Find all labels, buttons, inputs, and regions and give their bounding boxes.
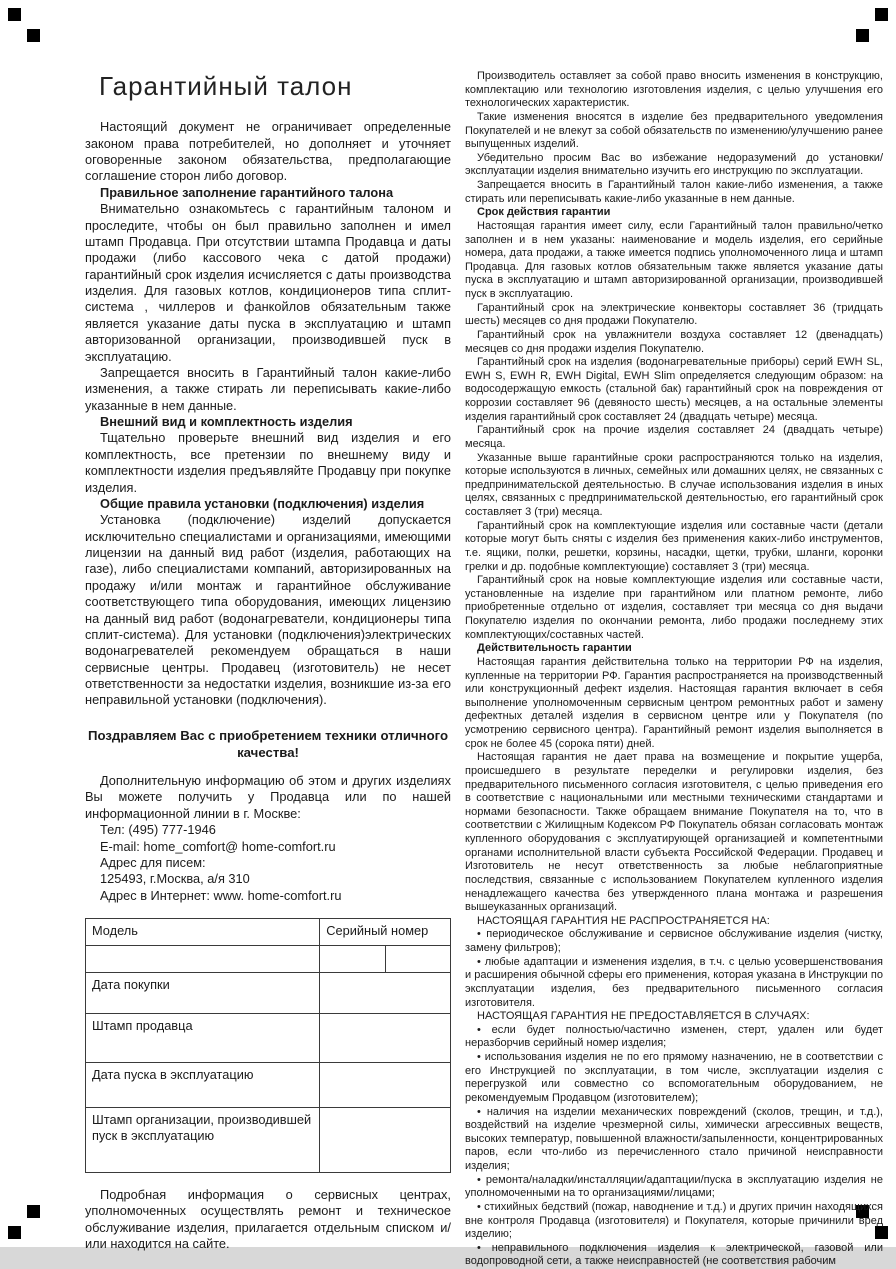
paragraph: Запрещается вносить в Гарантийный талон какие-либо изменения, а также стирать ли переписывать какие-либо указанные в нем данные. bbox=[85, 364, 451, 413]
heading-warranty-validity: Действительность гарантии bbox=[477, 642, 632, 655]
paragraph: Дополнительную информацию об этом и других изделиях Вы можете получить у Продавца или по нашей информационной линии в г. Москве: bbox=[85, 773, 451, 821]
crop-mark bbox=[875, 8, 888, 21]
paragraph: Запрещается вносить в Гарантийный талон какие-либо изменения, а также стирать или переписывать какие-либо указанные в нем данные. bbox=[465, 179, 883, 205]
email-line: E-mail: home_comfort@ home-comfort.ru bbox=[100, 838, 336, 854]
crop-mark bbox=[8, 1226, 21, 1239]
paragraph: Такие изменения вносятся в изделие без предварительного уведомления Покупателей и не влекут за собой обязательств по изменению/улучшению ранее выпущенных изделий. bbox=[465, 110, 883, 151]
serial-value-cell-1 bbox=[320, 946, 385, 973]
not-covered-caps-line: НАСТОЯЩАЯ ГАРАНТИЯ НЕ РАСПРОСТРАНЯЕТСЯ НА: bbox=[477, 914, 770, 927]
paragraph: Производитель оставляет за собой право вносить изменения в конструкцию, комплектацию или технологию изготовления изделия, с целью улучшения его технологических характеристик. bbox=[465, 70, 883, 110]
bullet-item: • если будет полностью/частично изменен, стерт, удален или будет неразборчив серийный номер изделия; bbox=[465, 1023, 883, 1050]
mail-address-line: 125493, г.Москва, а/я 310 bbox=[100, 871, 250, 887]
congratulations-text: Поздравляем Вас с приобретением техники отличного качества! bbox=[87, 727, 449, 760]
page-title: Гарантийный талон bbox=[99, 71, 353, 101]
paragraph: Гарантийный срок на комплектующие изделия или составные части (детали которые могут быть сняты с изделия без применения каких-либо инструментов, т.е. ящики, полки, решетки, корзины, насадки, щетки, трубки, шланги, коронки грелки и др. подобные комплектующие) составляет 3 (три) месяца. bbox=[465, 519, 883, 573]
document-body bbox=[85, 70, 883, 1269]
left-column bbox=[85, 70, 451, 1253]
bullet-item: • неправильного подключения изделия к электрической, газовой или водопроводной сети, а также неисправностей (не соответствия рабочим bbox=[465, 1241, 883, 1268]
heading-warranty-period: Срок действия гарантии bbox=[477, 206, 611, 219]
seller-stamp-label-cell: Штамп продавца bbox=[86, 1014, 320, 1063]
bullet-item: • использования изделия не по его прямому назначению, не в соответствии с его Инструкцией по эксплуатации, в том числе, эксплуатации изделия с перегрузкой или совместно со вспомогательным оборудованием, не рекомендуемым Продавцом (изготовителем); bbox=[465, 1051, 883, 1104]
paragraph: Гарантийный срок на электрические конвекторы составляет 36 (тридцать шесть) месяцев со дня продажи Покупателю. bbox=[465, 301, 883, 328]
paragraph: Настоящая гарантия не дает права на возмещение и покрытие ущерба, происшедшего в результате переделки и регулировки изделия, без предварительного письменного согласия изготовителя, с целью приведения его в соответствие с национальными или местными техническими стандартами и нормами безопасности. Также обращаем внимание Покупателя на то, что в соответствии с Жилищным Кодексом РФ Покупатель обязан согласовать монтаж купленного оборудования с эксплуатирующей организацией и компетентными органами исполнительной власти субъекта Российской Федерации. Продавец и Изготовитель не несут ответственность за любые неблагоприятные последствия, связанные с использованием Покупателем купленного изделия ненадлежащего качества без утвержденного плана монтажа и разрешения вышеуказанных организаций. bbox=[465, 751, 883, 914]
purchase-date-value-cell bbox=[320, 973, 451, 1014]
paragraph: Гарантийный срок на прочие изделия составляет 24 (двадцать четыре) месяца. bbox=[465, 424, 883, 450]
warranty-fill-in-table bbox=[85, 918, 451, 1173]
seller-stamp-value-cell bbox=[320, 1014, 451, 1063]
paragraph: Настоящая гарантия действительна только на территории РФ на изделия, купленные на территории РФ. Гарантия распространяется на производственный или конструкционный дефект изделия. Настоящая гарантия включает в себя выполнение уполномоченным сервисным центром ремонтных работ и замену дефектных деталей изделия в сервисном центре или у Покупателя (по усмотрению сервисного центра). Гарантийный ремонт изделия выполняется в срок не более 45 (сорока пяти) дней. bbox=[465, 655, 883, 750]
startup-org-stamp-label-cell: Штамп организации, производившей пуск в эксплуатацию bbox=[86, 1108, 320, 1173]
right-column bbox=[465, 70, 883, 1269]
startup-date-label-cell: Дата пуска в эксплуатацию bbox=[86, 1063, 320, 1108]
paragraph: Гарантийный срок на изделия (водонагревательные приборы) серий EWH SL, EWH S, EWH R, EWH Digital, EWH Slim определяется следующим образом: на водосодержащую емкость (стальной бак) гарантийный срок на повреждения от коррозии составляет 96 (девяносто шесть) месяцев, а на остальные элементы изделия гарантийный срок составляет 24 (двадцать четыре) месяца. bbox=[465, 356, 883, 423]
paragraph: Настоящая гарантия имеет силу, если Гарантийный талон правильно/четко заполнен и в нем указаны: наименование и модель изделия, его серийные номера, дата продажи, а также имеется подпись уполномоченного лица и штамп Продавца. Для газовых котлов обязательным также является указание даты пуска в эксплуатацию и штамп авторизированной организации, производившей пуск в эксплуатацию. bbox=[465, 219, 883, 300]
service-centers-note: Подробная информация о сервисных центрах, уполномоченных осуществлять ремонт и техническое обслуживание изделия, прилагается отдельным списком и/или находится на сайте. bbox=[85, 1187, 451, 1252]
heading-correct-filling: Правильное заполнение гарантийного талона bbox=[100, 184, 394, 200]
crop-mark bbox=[8, 8, 21, 21]
crop-mark bbox=[27, 1205, 40, 1218]
bullet-item: • наличия на изделии механических повреждений (сколов, трещин, и т.д.), воздействий на изделие чрезмерной силы, химически агрессивных веществ, высоких температур, повышенной влажности/запыленности, концентрированных паров, если что-либо из перечисленного стало причиной неисправности изделия; bbox=[465, 1105, 883, 1172]
bullet-item: • ремонта/наладки/инсталляции/адаптации/пуска в эксплуатацию изделия не уполномоченными на то организациями/лицами; bbox=[465, 1173, 883, 1200]
crop-mark bbox=[27, 29, 40, 42]
purchase-date-label-cell: Дата покупки bbox=[86, 973, 320, 1014]
paragraph: Указанные выше гарантийные сроки распространяются только на изделия, которые используются в личных, семейных или домашних целях, не связанных с предпринимательской деятельностью. В случае использования изделия в иных целях, связанных с предпринимательской деятельностью, его гарантийный срок составляет 3 (три) месяца. bbox=[465, 451, 883, 518]
website-line: Адрес в Интернет: www. home-comfort.ru bbox=[100, 887, 342, 903]
paragraph: Гарантийный срок на увлажнители воздуха составляет 12 (двенадцать) месяцев со дня продажи изделия Покупателю. bbox=[465, 328, 883, 355]
startup-date-value-cell bbox=[320, 1063, 451, 1108]
bullet-item: • периодическое обслуживание и сервисное обслуживание изделия (чистку, замену фильтров); bbox=[465, 928, 883, 954]
paragraph: Установка (подключение) изделий допускается исключительно специалистами и организациями, имеющими лицензии на данный вид работ (изделия, работающих на газе), либо специалистами компаний, авторизированных на продажу и/или монтаж и гарантийное обслуживание соответствующего типа оборудования, имеющих лицензию на данный вид работ (водонагреватели, кондиционеры типа сплит-система). Для установки (подключения)электрических водонагревателей рекомендуем обращаться в наши сервисные центры. Продавец (изготовитель) не несет ответственности за недостатки изделия, возникшие из-за его неправильной установки (подключения). bbox=[85, 512, 451, 708]
intro-paragraph: Настоящий документ не ограничивает определенные законом права потребителей, но дополняет и уточняет оговоренные законом обязательства, предполагающие соглашение сторон либо договор. bbox=[85, 119, 451, 184]
heading-installation-rules: Общие правила установки (подключения) изделия bbox=[100, 495, 425, 511]
heading-appearance: Внешний вид и комплектность изделия bbox=[100, 414, 353, 430]
paragraph: Гарантийный срок на новые комплектующие изделия или составные части, установленные на изделие при гарантийном или платном ремонте, либо приобретенные отдельно от изделия, составляет три месяца со дня выдачи Покупателю изделия по окончании ремонта, либо продажи последнему этих комплектующих/составных частей. bbox=[465, 574, 883, 641]
model-value-cell bbox=[86, 946, 320, 973]
bullet-item: • любые адаптации и изменения изделия, в т.ч. с целью усовершенствования и расширения обычной сферы его применения, которая указана в Инструкции по эксплуатации изделия, без предварительного письменного согласия изготовителя. bbox=[465, 955, 883, 1009]
phone-line: Тел: (495) 777-1946 bbox=[100, 822, 216, 838]
not-provided-caps-line: НАСТОЯЩАЯ ГАРАНТИЯ НЕ ПРЕДОСТАВЛЯЕТСЯ В СЛУЧАЯХ: bbox=[477, 1010, 810, 1023]
paragraph: Тщательно проверьте внешний вид изделия и его комплектность, все претензии по внешнему виду и комплектности изделия предъявляйте Продавцу при покупке изделия. bbox=[85, 430, 451, 495]
serial-number-label-cell: Серийный номер bbox=[320, 919, 451, 946]
serial-value-cell-2 bbox=[385, 946, 450, 973]
crop-mark bbox=[856, 29, 869, 42]
paragraph: Внимательно ознакомьтесь с гарантийным талоном и проследите, чтобы он был правильно заполнен и имел штамп Продавца. При отсутствии штампа Продавца и даты продажи (либо кассового чека с датой продажи) гарантийный срок изделия исчисляется с даты производства изделия. Для газовых котлов, кондиционеров типа сплит-система , чиллеров и фанкойлов обязательным также является указание даты пуска в эксплуатацию и штамп авторизованной организации, производившей пуск в эксплуатацию. bbox=[85, 201, 451, 364]
mail-address-label: Адрес для писем: bbox=[100, 854, 206, 870]
startup-org-stamp-value-cell bbox=[320, 1108, 451, 1173]
model-label-cell: Модель bbox=[86, 919, 320, 946]
paragraph: Убедительно просим Вас во избежание недоразумений до установки/эксплуатации изделия внимательно изучить его инструкцию по эксплуатации. bbox=[465, 151, 883, 178]
bullet-item: • стихийных бедствий (пожар, наводнение и т.д.) и других причин находящихся вне контроля Продавца (изготовителя) и Покупателя, которые причинили вред изделию; bbox=[465, 1200, 883, 1241]
